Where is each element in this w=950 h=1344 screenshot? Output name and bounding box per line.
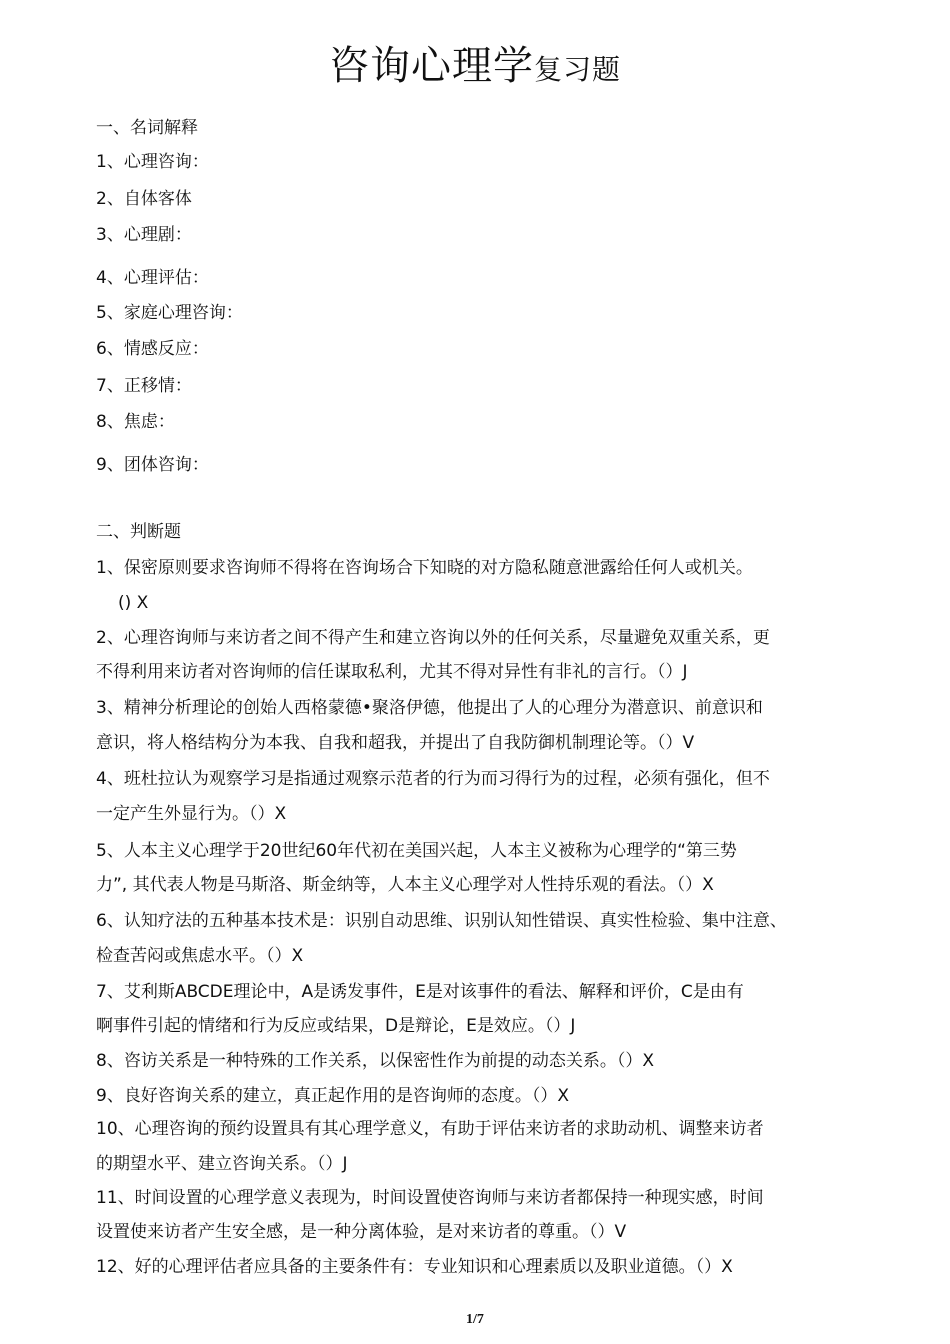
question-9-line-1: 9、良好咨询关系的建立，真正起作用的是咨询师的态度。（）X — [96, 1086, 569, 1106]
term-item: 8、焦虑： — [96, 412, 175, 432]
question-3-line-1: 3、精神分析理论的创始人西格蒙德•聚洛伊德，他提出了人的心理分为潜意识、前意识和 — [96, 698, 763, 718]
question-5-line-1: 5、人本主义心理学于20世纪60年代初在美国兴起，人本主义被称为心理学的“第三势 — [96, 841, 737, 861]
question-2-line-2: 不得利用来访者对咨询师的信任谋取私利，尤其不得对异性有非礼的言行。（）J — [96, 662, 688, 682]
question-7-line-1: 7、艾利斯ABCDE理论中，A是诱发事件，E是对该事件的看法、解释和评价，C是由有 — [96, 982, 744, 1002]
question-11-line-1: 11、时间设置的心理学意义表现为，时间设置使咨询师与来访者都保持一种现实感，时间 — [96, 1188, 764, 1208]
question-11-line-2: 设置使来访者产生安全感，是一种分离体验，是对来访者的尊重。（）V — [96, 1222, 627, 1242]
question-12-line-1: 12、好的心理评估者应具备的主要条件有：专业知识和心理素质以及职业道德。（）X — [96, 1257, 733, 1277]
term-item: 3、心理剧： — [96, 225, 192, 245]
title-sub: 复习题 — [533, 53, 621, 86]
term-item: 2、自体客体 — [96, 189, 192, 209]
question-7-line-2: 啊事件引起的情绪和行为反应或结果，D是辩论，E是效应。（）J — [96, 1016, 576, 1036]
question-2-line-1: 2、心理咨询师与来访者之间不得产生和建立咨询以外的任何关系，尽量避免双重关系，更 — [96, 628, 770, 648]
term-item: 6、情感反应： — [96, 339, 209, 359]
page-number: 1/7 — [466, 1312, 484, 1327]
question-6-line-2: 检查苦闷或焦虑水平。（）X — [96, 946, 304, 966]
question-10-line-1: 10、心理咨询的预约设置具有其心理学意义，有助于评估来访者的求助动机、调整来访者 — [96, 1119, 764, 1139]
question-4-line-2: 一定产生外显行为。（）X — [96, 804, 287, 824]
document-title — [0, 34, 950, 91]
question-5-line-2: 力”, 其代表人物是马斯洛、斯金纳等，人本主义心理学对人性持乐观的看法。（）X — [96, 875, 714, 895]
question-4-line-1: 4、班杜拉认为观察学习是指通过观察示范者的行为而习得行为的过程，必须有强化，但不 — [96, 769, 770, 789]
term-item: 4、心理评估： — [96, 268, 209, 288]
question-10-line-2: 的期望水平、建立咨询关系。（）J — [96, 1154, 348, 1174]
term-item: 1、心理咨询： — [96, 152, 209, 172]
section1-heading: 一、名词解释 — [96, 118, 198, 138]
question-1-line-2: () X — [118, 593, 149, 613]
question-6-line-1: 6、认知疗法的五种基本技术是：识别自动思维、识别认知性错误、真实性检验、集中注意、 — [96, 911, 787, 931]
question-3-line-2: 意识，将人格结构分为本我、自我和超我，并提出了自我防御机制理论等。（）V — [96, 733, 695, 753]
title-main: 咨询心理学 — [328, 43, 534, 89]
section2-heading: 二、判断题 — [96, 522, 181, 542]
question-1-line-1: 1、保密原则要求咨询师不得将在咨询场合下知晓的对方隐私随意泄露给任何人或机关。 — [96, 558, 753, 578]
term-item: 7、正移情： — [96, 376, 192, 396]
term-item: 9、团体咨询： — [96, 455, 209, 475]
question-8-line-1: 8、咨访关系是一种特殊的工作关系，以保密性作为前提的动态关系。（）X — [96, 1051, 654, 1071]
term-item: 5、家庭心理咨询： — [96, 303, 243, 323]
